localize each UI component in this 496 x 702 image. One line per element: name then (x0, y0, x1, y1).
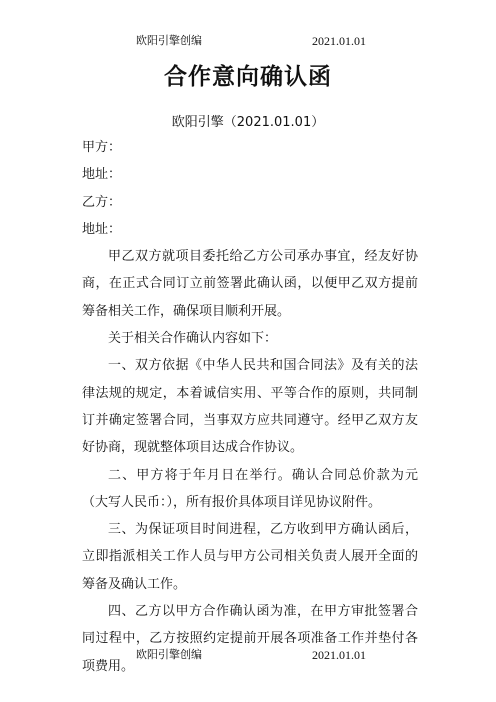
party-b-field: 乙方： (82, 194, 122, 210)
intro-paragraph: 甲乙双方就项目委托给乙方公司承办事宜，经友好协商，在正式合同订立前签署此确认函，以便甲乙双方提前筹备相关工作，确保项目顺利开展。 (82, 249, 418, 319)
clause-3: 三、为保证项目时间进程，乙方收到甲方确认函后，立即指派相关工作人员与甲方公司相关负责人展开全面的筹备及确认工作。 (82, 522, 418, 592)
party-b-address-field: 地址： (82, 221, 122, 237)
header-date: 2021.01.01 (312, 34, 366, 48)
content-heading: 关于相关合作确认内容如下： (108, 331, 278, 347)
clause-2: 二、甲方将于年月日在举行。确认合同总价款为元（大写人民币：），所有报价具体项目详见协议附件。 (82, 467, 418, 510)
document-title: 合作意向确认函 (164, 64, 332, 90)
document-body (82, 134, 418, 680)
footer-date: 2021.01.01 (312, 648, 366, 662)
running-footer (0, 647, 496, 663)
party-a-address-field: 地址： (82, 167, 122, 183)
footer-author: 欧阳引擎创编 (136, 648, 202, 661)
header-author: 欧阳引擎创编 (136, 34, 202, 47)
party-a-field: 甲方： (82, 140, 122, 155)
clause-4: 四、乙方以甲方合作确认函为准，在甲方审批签署合同过程中，乙方按照约定提前开展各项准备工作并垫付各项费用。 (82, 604, 418, 674)
running-header (0, 33, 496, 49)
author-byline: 欧阳引擎（2021.01.01） (171, 115, 325, 130)
clause-1: 一、双方依据《中华人民共和国合同法》及有关的法律法规的规定，本着诚信实用、平等合作的原则，共同制订并确定签署合同，当事双方应共同遵守。经甲乙双方友好协商，现就整体项目达成合作协议。 (82, 358, 418, 456)
